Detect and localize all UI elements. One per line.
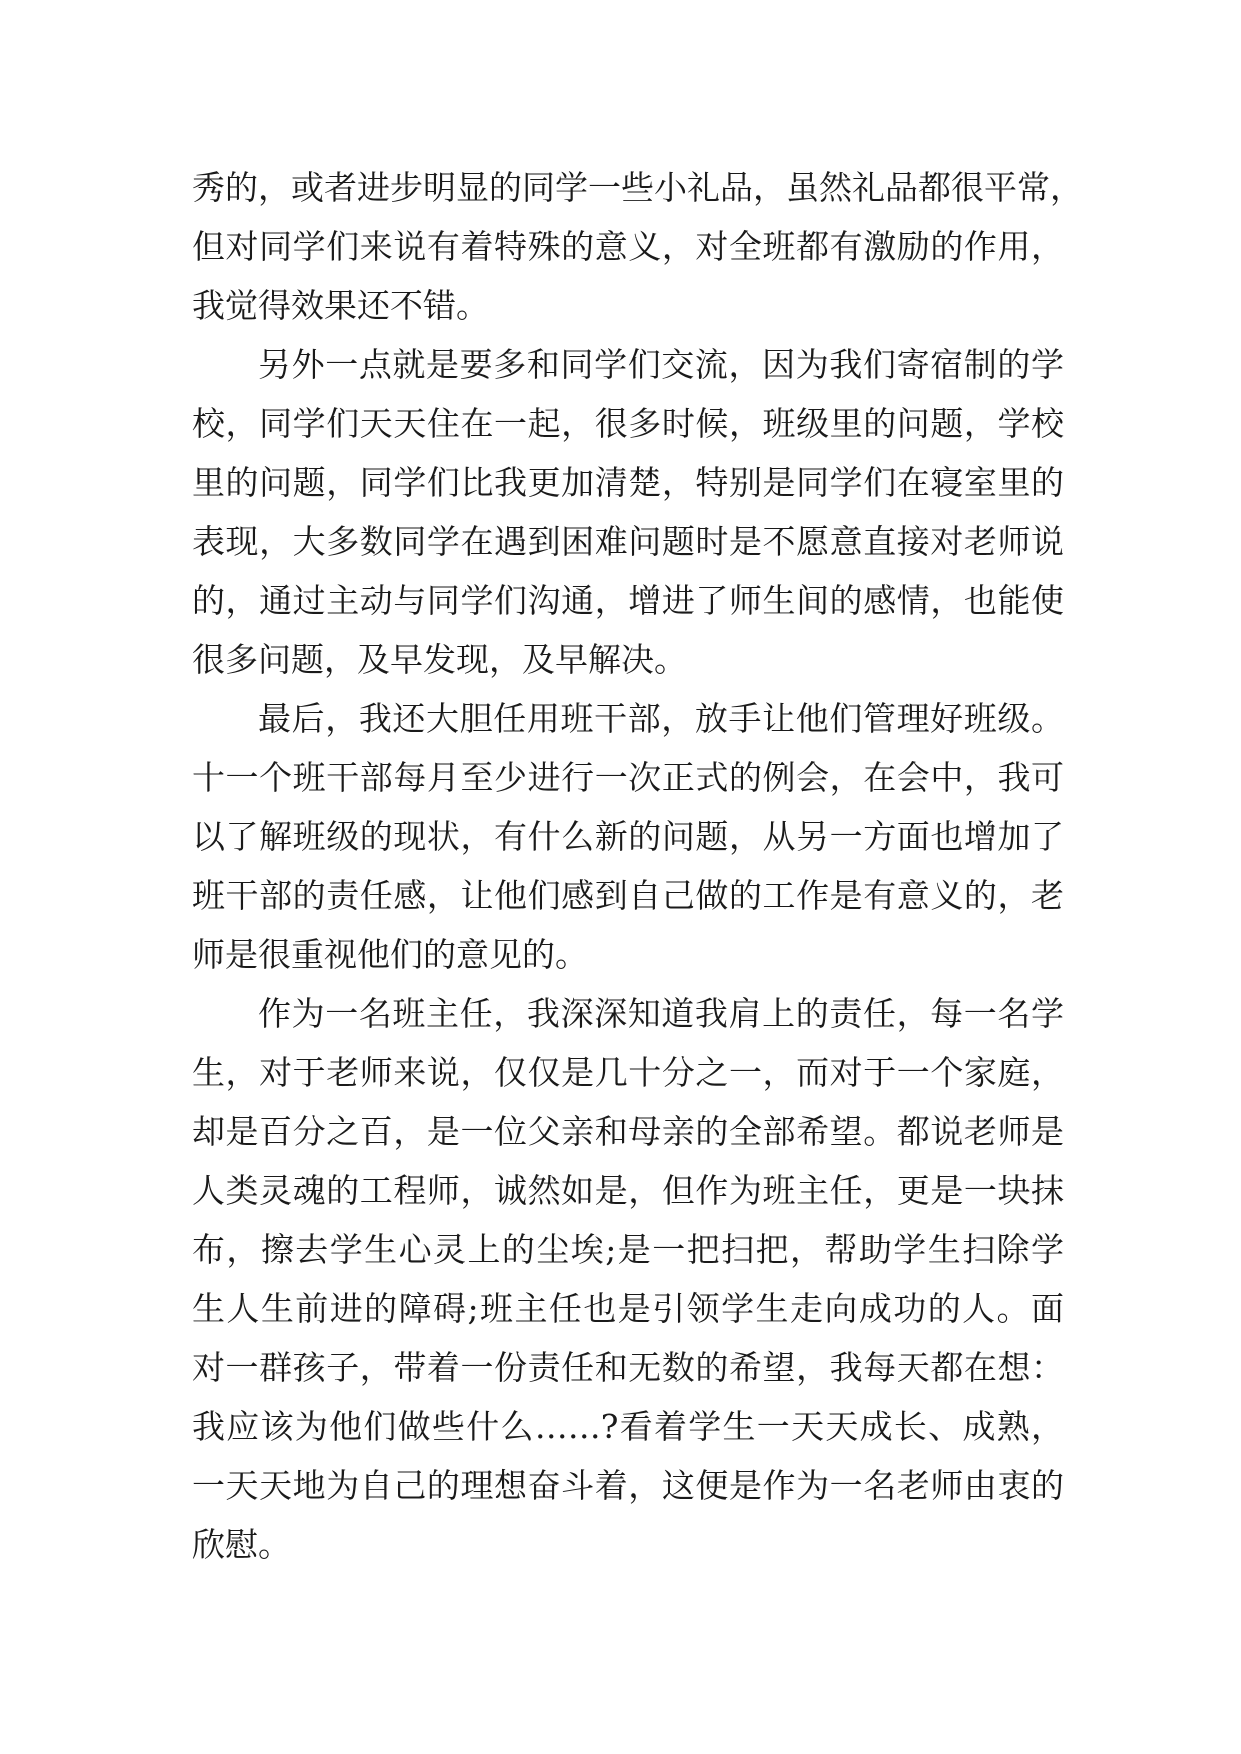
text-line: 但对同学们来说有着特殊的意义，对全班都有激励的作用， xyxy=(192,227,1064,266)
paragraph-first-line: 最后，我还大胆任用班干部，放手让他们管理好班级。 xyxy=(258,699,1064,738)
body-text xyxy=(192,158,1083,1574)
text-line: 班干部的责任感，让他们感到自己做的工作是有意义的，老 xyxy=(192,876,1064,915)
text-line: 生人生前进的障碍;班主任也是引领学生走向成功的人。面 xyxy=(192,1289,1064,1328)
text-line: 生，对于老师来说，仅仅是几十分之一，而对于一个家庭， xyxy=(192,1053,1064,1092)
text-line: 秀的，或者进步明显的同学一些小礼品，虽然礼品都很平常， xyxy=(192,168,1083,207)
text-line: 校，同学们天天住在一起，很多时候，班级里的问题，学校 xyxy=(192,404,1064,443)
text-line: 人类灵魂的工程师，诚然如是，但作为班主任，更是一块抹 xyxy=(192,1171,1064,1210)
text-line: 一天天地为自己的理想奋斗着，这便是作为一名老师由衷的 xyxy=(192,1466,1064,1505)
text-line: 我觉得效果还不错。 xyxy=(192,286,489,325)
text-line: 十一个班干部每月至少进行一次正式的例会，在会中，我可 xyxy=(192,758,1064,797)
paragraph-first-line: 作为一名班主任，我深深知道我肩上的责任，每一名学 xyxy=(258,994,1064,1033)
text-line: 师是很重视他们的意见的。 xyxy=(192,935,588,974)
text-line: 我应该为他们做些什么……?看着学生一天天成长、成熟， xyxy=(192,1407,1064,1446)
text-line: 的，通过主动与同学们沟通，增进了师生间的感情，也能使 xyxy=(192,581,1064,620)
text-line: 很多问题，及早发现，及早解决。 xyxy=(192,640,687,679)
text-line: 表现，大多数同学在遇到困难问题时是不愿意直接对老师说 xyxy=(192,522,1064,561)
text-line: 以了解班级的现状，有什么新的问题，从另一方面也增加了 xyxy=(192,817,1064,856)
text-line: 却是百分之百，是一位父亲和母亲的全部希望。都说老师是 xyxy=(192,1112,1064,1151)
text-line: 里的问题，同学们比我更加清楚，特别是同学们在寝室里的 xyxy=(192,463,1064,502)
text-line: 欣慰。 xyxy=(192,1525,291,1564)
text-line: 对一群孩子，带着一份责任和无数的希望，我每天都在想： xyxy=(192,1348,1064,1387)
paragraph-first-line: 另外一点就是要多和同学们交流，因为我们寄宿制的学 xyxy=(258,345,1064,384)
text-line: 布，擦去学生心灵上的尘埃;是一把扫把，帮助学生扫除学 xyxy=(192,1230,1064,1269)
